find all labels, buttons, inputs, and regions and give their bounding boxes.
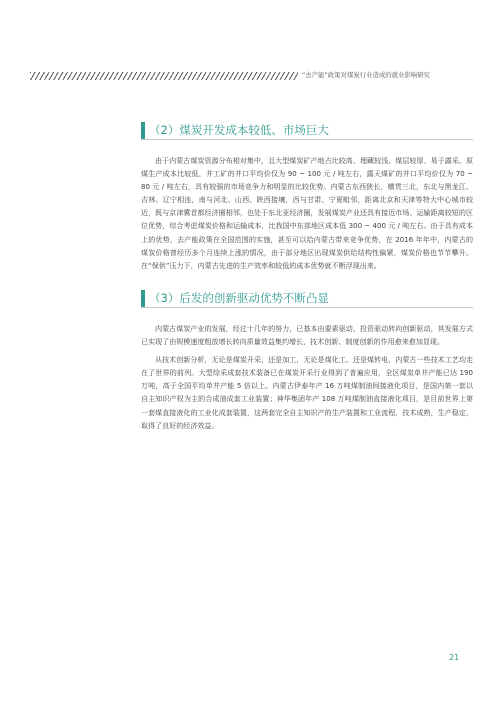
section-innovation-advantage (141, 290, 473, 432)
header-hatch-decoration (30, 72, 298, 80)
paragraph: 从技术创新分析，无论是煤炭开采、还是加工，无论是煤化工、还是煤转电，内蒙古一些技术工艺均走在了世界的前列。大型综采成套技术装备已在煤炭开采行业得到了普遍应用，全区煤炭单井产能已达 190 万吨，高于全国平均单井产能 5 倍以上。内蒙古伊泰年产 16 万吨煤制油间接液化项目，是国内第一套以自主知识产权为主的合成油成套工业装置；神华集团年产 108 万吨煤制油直接液化项目，是目前世界上第一套煤直接液化的工业化成套装置，这两套完全自主知识产的生产装置和工业流程，技术成熟，生产稳定，取得了良好的经济效益。 (141, 355, 473, 430)
section-body (141, 322, 473, 432)
section-heading: （3）后发的创新驱动优势不断凸显 (149, 291, 329, 305)
paragraph: 由于内蒙古煤炭资源分布相对集中，且大型煤炭矿产地占比较高、埋藏较浅、煤层较厚、易于露采。原煤生产成本比较低，井工矿的井口平均价仅为 90 ~ 100 元 / 吨左右，露天煤矿的井口平均价仅为 70 ~ 80 元 / 吨左右，具有较强的市场竞争力和明显的比较优势。内蒙古东西狭长，横贯三北，东北与黑龙江、吉林、辽宁相连，南与河北、山西、陕西接壤，西与甘肃、宁夏毗邻，距离北京和天津等特大中心城市较近，既与京津冀首都经济圈相邻，也处于东北亚经济圈，发展煤炭产业还具有接近市场、运输距离较短的区位优势，综合考虑煤炭价格和运输成本，比我国中东部地区成本低 300 ~ 400 元 / 吨左右。由于具有成本上的优势，去产能政策在全国范围的实施，甚至可以给内蒙古带来竞争优势，在 2016 年年中，内蒙古的煤炭价格曾经历多个月连续上涨的情况，由于部分地区出现煤炭供给结构性偏紧，煤炭价格也节节攀升。在“保供”压力下，内蒙古先进的生产效率和较低的成本优势就不断浮现出来。 (141, 156, 473, 270)
section-body (141, 154, 473, 272)
page-number: 21 (449, 653, 460, 662)
paragraph: 内蒙古煤炭产业的发展，经过十几年的努力，已基本由要素驱动、投资驱动转向创新驱动，其发展方式已实现了由规模速度粗放增长转向质量效益集约增长，技术创新、制度创新的作用愈来愈加显现。 (141, 324, 473, 347)
running-header: “去产能”政策对煤炭行业造成的就业影响研究 (302, 71, 431, 79)
section-heading-bar (141, 122, 473, 140)
section-heading-bar (141, 290, 473, 308)
section-cost-advantage (141, 122, 473, 272)
section-heading: （2）煤炭开发成本较低、市场巨大 (149, 123, 329, 137)
